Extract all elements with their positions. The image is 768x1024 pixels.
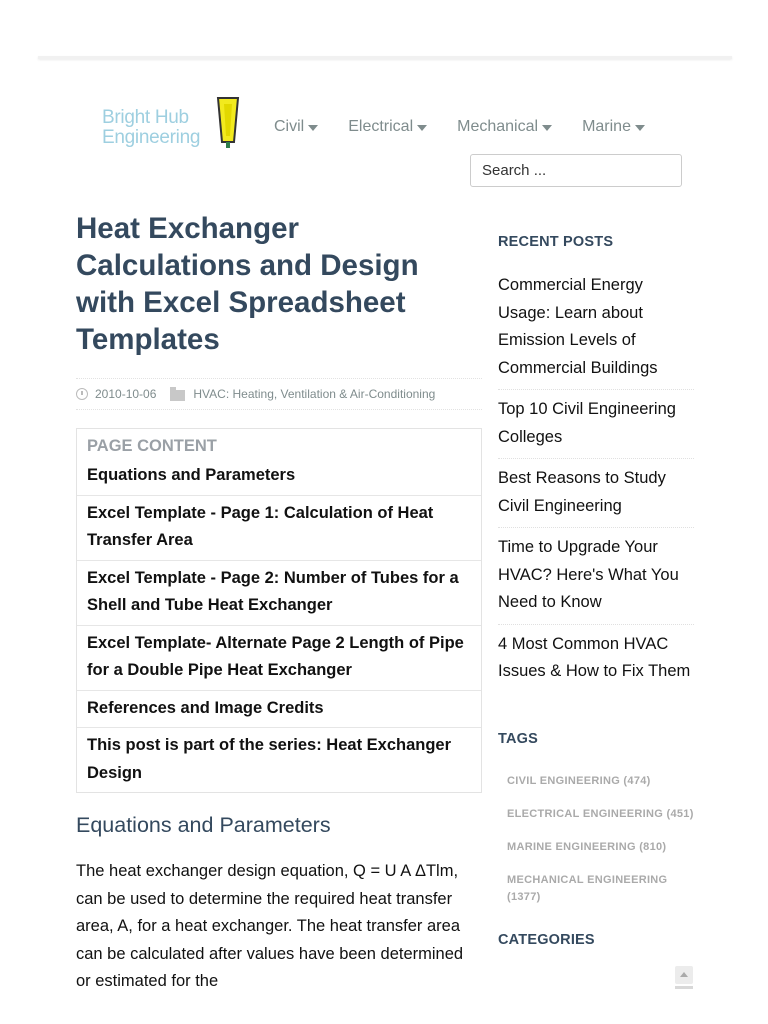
nav-label: Marine xyxy=(582,118,631,135)
caret-down-icon xyxy=(417,125,427,131)
tag-link[interactable]: CIVIL ENGINEERING (474) xyxy=(507,774,651,787)
logo-line-2: Engineering xyxy=(102,127,201,148)
scroll-to-top-button[interactable] xyxy=(675,966,693,984)
page-content-box xyxy=(76,428,482,793)
body-paragraph: The heat exchanger design equation, Q = U A ΔTlm, can be used to determine the required heat transfer area, A, for a heat exchanger. The heat transfer area can be calculated after values have been determined or estimated for the xyxy=(76,862,464,990)
sidebar xyxy=(498,234,694,948)
site-logo[interactable] xyxy=(102,96,242,152)
tags-heading: TAGS xyxy=(498,730,539,747)
caret-down-icon xyxy=(308,125,318,131)
nav-mechanical[interactable] xyxy=(457,118,552,136)
caret-down-icon xyxy=(635,125,645,131)
toc-item[interactable]: Excel Template - Page 2: Number of Tubes for a Shell and Tube Heat Exchanger xyxy=(77,560,481,625)
folder-icon xyxy=(170,390,185,401)
nav-label: Mechanical xyxy=(457,118,539,135)
caret-down-icon xyxy=(542,125,552,131)
toc-item[interactable]: Equations and Parameters xyxy=(87,466,296,484)
toc-item[interactable]: Excel Template - Page 1: Calculation of Heat Transfer Area xyxy=(77,495,481,560)
logo-text xyxy=(102,108,200,148)
tag-link[interactable]: ELECTRICAL ENGINEERING (451) xyxy=(507,807,694,820)
nav-label: Civil xyxy=(274,118,305,135)
clock-icon xyxy=(76,388,88,400)
recent-post-link[interactable]: Best Reasons to Study Civil Engineering xyxy=(498,459,694,528)
post-category[interactable]: HVAC: Heating, Ventilation & Air-Conditioning xyxy=(193,387,436,401)
article xyxy=(76,210,482,996)
recent-post-link[interactable]: 4 Most Common HVAC Issues & How to Fix Them xyxy=(498,634,691,680)
toc-item[interactable]: This post is part of the series: Heat Exchanger Design xyxy=(77,727,481,792)
logo-line-1: Bright Hub xyxy=(102,107,189,128)
section-heading: Equations and Parameters xyxy=(76,813,331,837)
toc-item[interactable]: References and Image Credits xyxy=(77,690,481,728)
recent-post-link[interactable]: Time to Upgrade Your HVAC? Here's What You Need to Know xyxy=(498,528,694,625)
recent-post-link[interactable]: Top 10 Civil Engineering Colleges xyxy=(498,390,694,459)
main-nav xyxy=(274,118,675,136)
toc-item[interactable]: Excel Template- Alternate Page 2 Length of Pipe for a Double Pipe Heat Exchanger xyxy=(77,625,481,690)
post-date: 2010-10-06 xyxy=(95,387,157,401)
nav-marine[interactable] xyxy=(582,118,645,136)
logo-marker-icon xyxy=(216,96,240,150)
post-meta xyxy=(76,378,482,410)
nav-electrical[interactable] xyxy=(348,118,427,136)
toc-heading: PAGE CONTENT xyxy=(87,437,217,455)
search-input[interactable] xyxy=(470,154,682,187)
recent-posts-heading: RECENT POSTS xyxy=(498,234,614,250)
nav-label: Electrical xyxy=(348,118,414,135)
recent-post-link[interactable]: Commercial Energy Usage: Learn about Emission Levels of Commercial Buildings xyxy=(498,266,694,390)
top-bar xyxy=(38,56,732,59)
scroll-indicator xyxy=(675,986,693,989)
nav-civil[interactable] xyxy=(274,118,318,136)
tag-list xyxy=(498,773,694,906)
recent-posts-list xyxy=(498,266,694,693)
tag-link[interactable]: MECHANICAL ENGINEERING (1377) xyxy=(507,873,668,903)
categories-heading: CATEGORIES xyxy=(498,931,595,948)
tag-link[interactable]: MARINE ENGINEERING (810) xyxy=(507,840,667,853)
page-title: Heat Exchanger Calculations and Design with Excel Spreadsheet Templates xyxy=(76,212,419,356)
